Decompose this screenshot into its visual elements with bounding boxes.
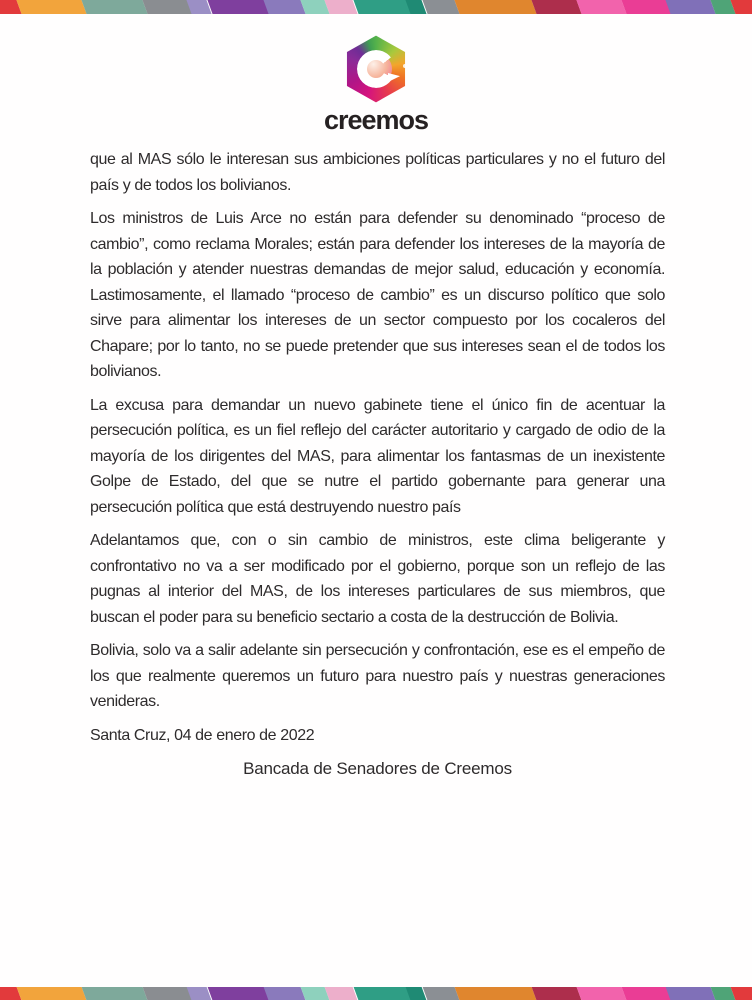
border-segment bbox=[264, 0, 306, 14]
paragraph-1: que al MAS sólo le interesan sus ambiciones políticas particulares y no el futuro del país y de todos los bolivianos. bbox=[90, 151, 665, 194]
signature-line: Bancada de Senadores de Creemos bbox=[243, 759, 512, 778]
paragraph-2: Los ministros de Luis Arce no están para defender su denominado “proceso de cambio”, como reclama Morales; están para defender los intereses de la mayoría de la población y atender nuestras demandas de mejor salud, educación y economía. Lastimosamente, el llamado “proceso de cambio” es un discurso político que solo sirve para alimentar los intereses de un sector compuesto por los cocaleros del Chapare; por lo tanto, no se puede pretender que sus intereses sean el de todos los bolivianos. bbox=[90, 210, 665, 380]
border-segment bbox=[207, 987, 269, 1000]
border-segment bbox=[142, 0, 192, 14]
brand-wordmark: creemos bbox=[323, 105, 429, 135]
border-segment bbox=[81, 987, 147, 1000]
decorative-border-top-segments bbox=[0, 0, 752, 14]
paragraph-5: Bolivia, solo va a salir adelante sin persecución y confrontación, ese es el empeño de los que realmente queremos un futuro para nuestro país y nuestras generaciones venideras. bbox=[90, 642, 665, 710]
border-segment bbox=[207, 0, 269, 14]
border-segment bbox=[353, 987, 411, 1000]
logo-c-mark-icon bbox=[357, 50, 395, 88]
border-segment bbox=[621, 987, 670, 1000]
paragraph-3: La excusa para demandar un nuevo gabinete tiene el único fin de acentuar la persecución política, es un fiel reflejo del carácter autoritario y cargado de odio de la mayoría de los dirigentes del MAS, para alimentar los fantasmas de un inexistente Golpe de Estado, del que se nutre el partido gobernante para generar una persecución política que está destruyendo nuestro país bbox=[90, 396, 665, 516]
border-segment bbox=[731, 0, 752, 14]
border-segment bbox=[16, 987, 86, 1000]
decorative-border-top bbox=[0, 0, 752, 14]
border-segment bbox=[731, 987, 752, 1000]
border-segment bbox=[666, 0, 716, 14]
border-segment bbox=[353, 0, 411, 14]
creemos-logo-icon bbox=[343, 35, 409, 103]
logo-dot-icon bbox=[403, 64, 407, 68]
letter-body bbox=[90, 147, 665, 782]
border-segment bbox=[532, 0, 582, 14]
border-segment bbox=[325, 987, 358, 1000]
border-segment bbox=[422, 987, 459, 1000]
border-segment bbox=[666, 987, 715, 1000]
border-segment bbox=[81, 0, 147, 14]
paragraph-4: Adelantamos que, con o sin cambio de ministros, este clima beligerante y confrontativo no va a ser modificado por el gobierno, porque son un reflejo de las pugnas al interior del MAS, de los intereses particulares de sus miembros, que buscan el poder para su beneficio sectario a costa de la destrucción de Bolivia. bbox=[90, 532, 665, 626]
border-segment bbox=[422, 0, 460, 14]
letterhead bbox=[0, 0, 752, 134]
border-segment bbox=[576, 0, 626, 14]
decorative-border-bottom-segments bbox=[0, 987, 752, 1000]
decorative-border-bottom bbox=[0, 987, 752, 1000]
dateline: Santa Cruz, 04 de enero de 2022 bbox=[90, 726, 315, 744]
border-segment bbox=[455, 0, 537, 14]
border-segment bbox=[264, 987, 305, 1000]
border-segment bbox=[577, 987, 626, 1000]
border-segment bbox=[142, 987, 191, 1000]
border-segment bbox=[532, 987, 581, 1000]
border-segment bbox=[621, 0, 671, 14]
border-segment bbox=[16, 0, 86, 14]
border-segment bbox=[455, 987, 537, 1000]
